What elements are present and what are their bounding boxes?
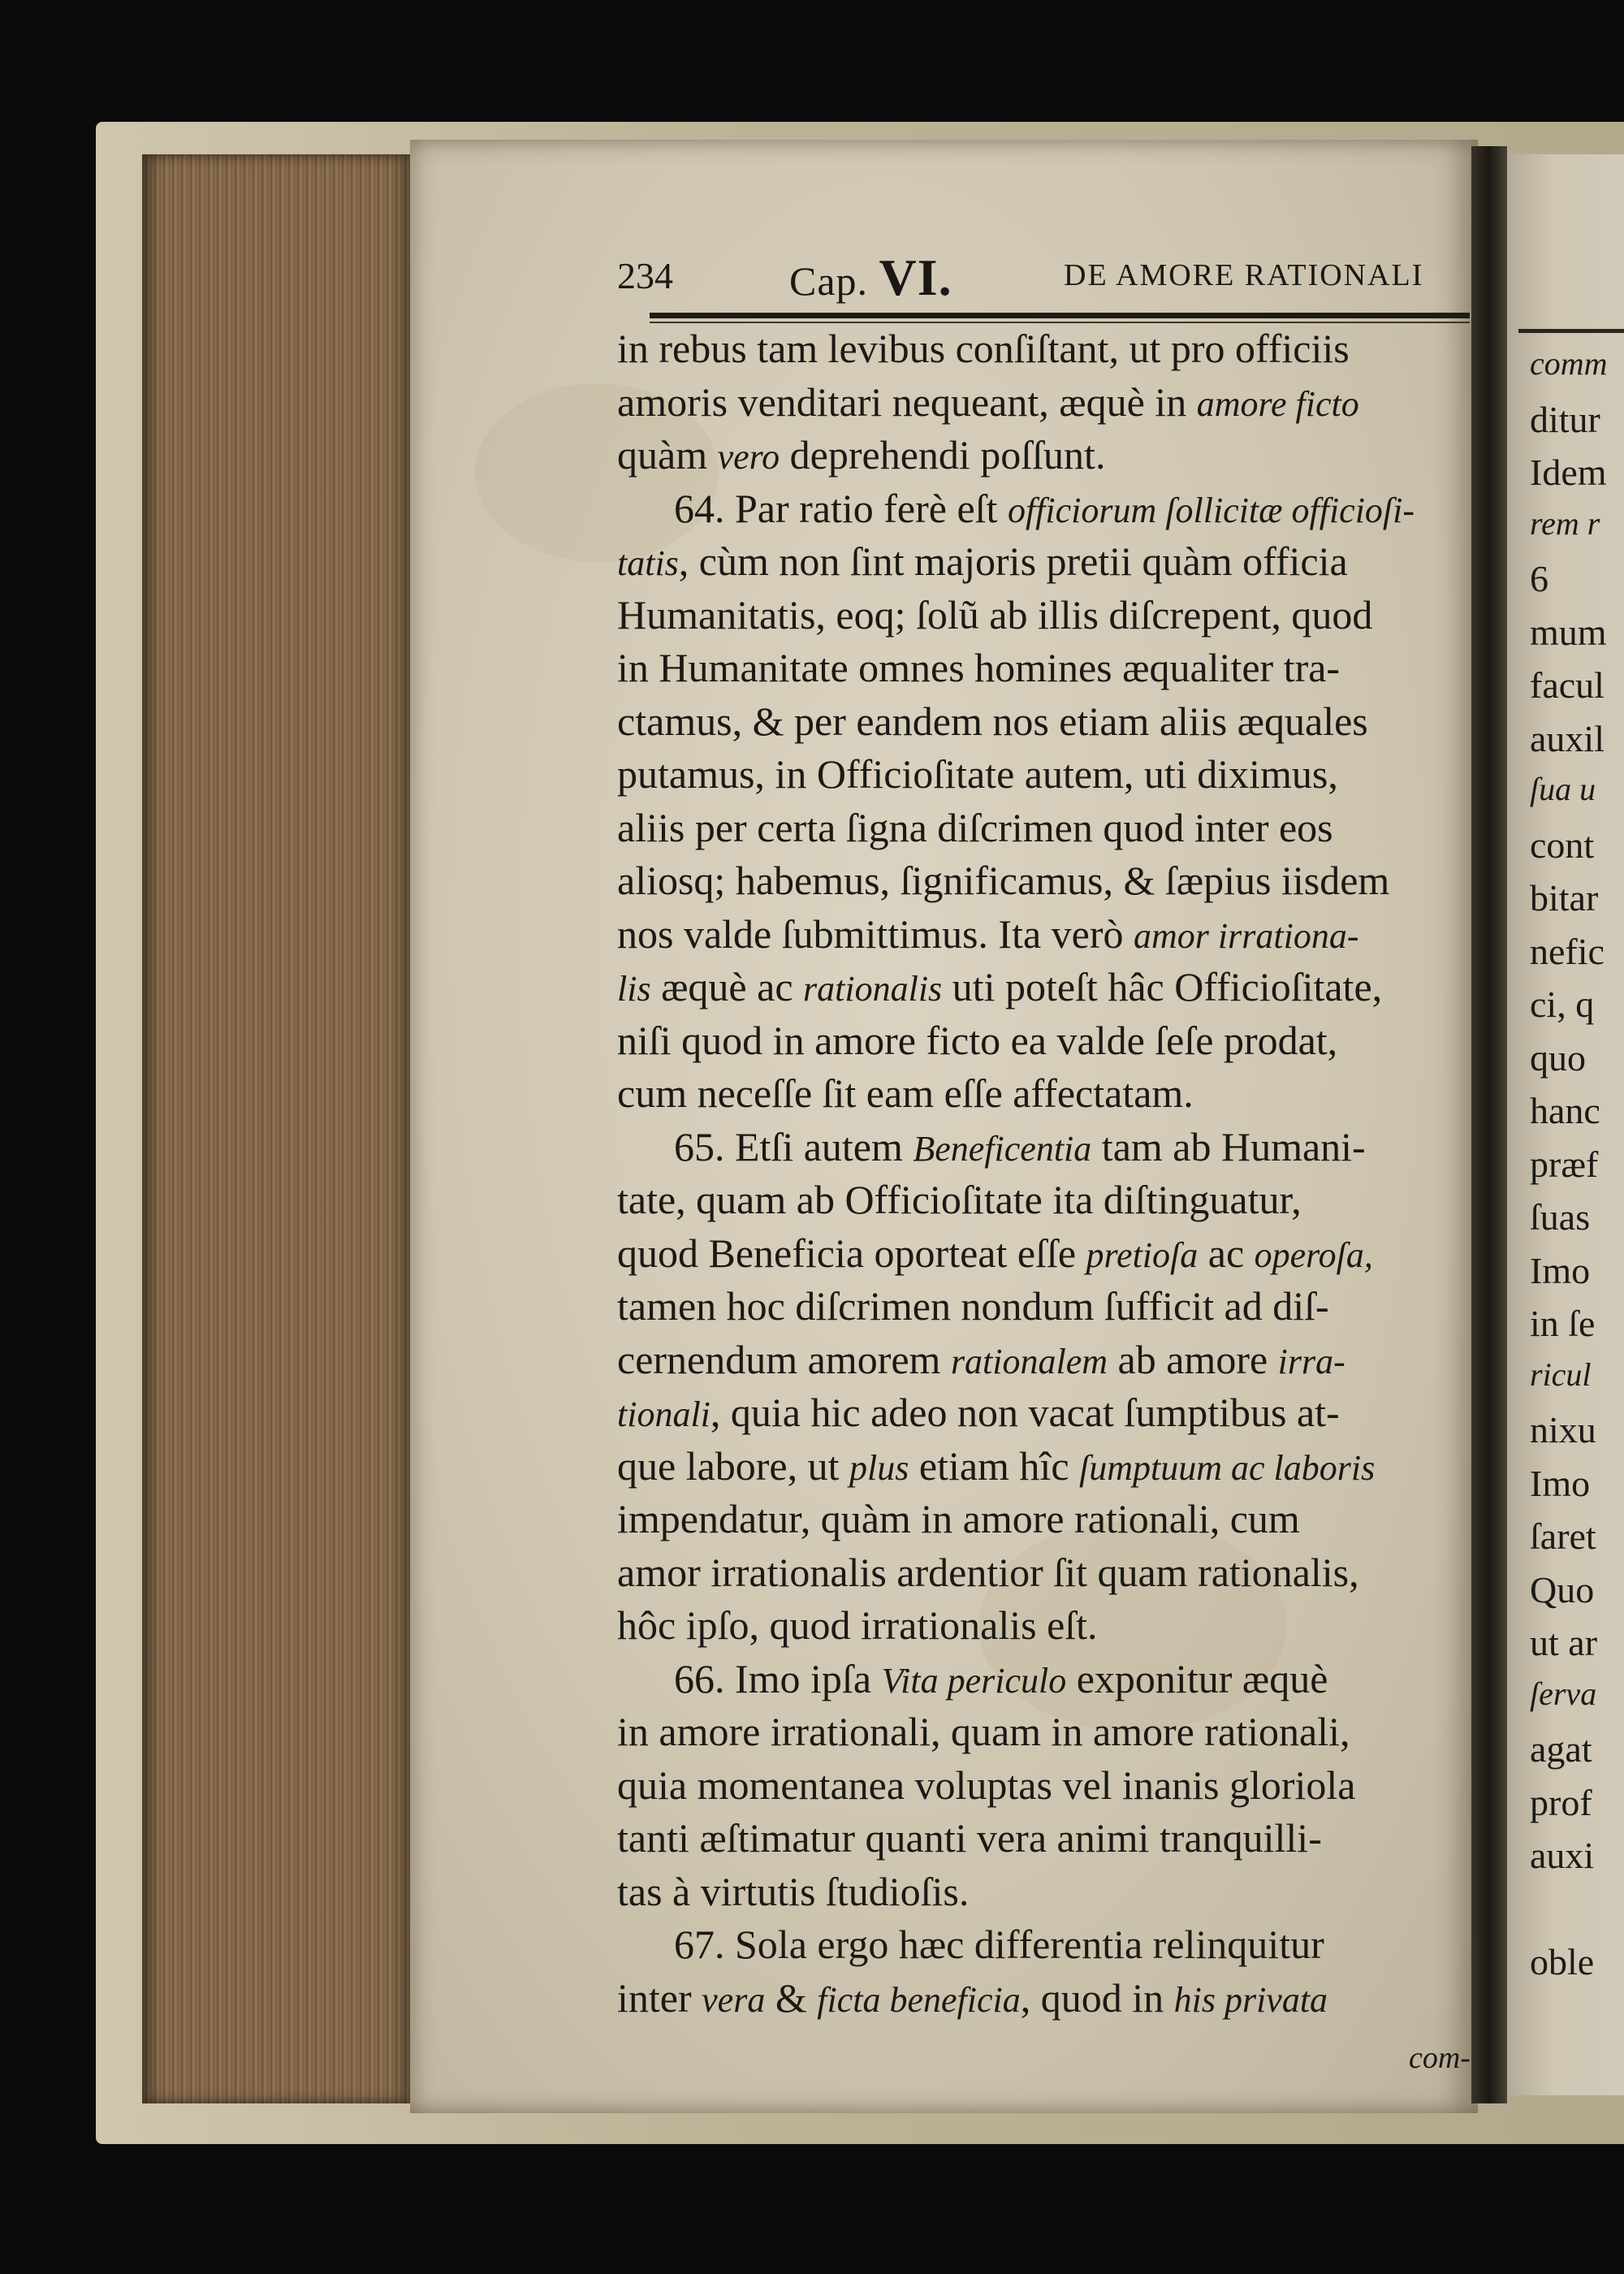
- head-rule: [650, 313, 1470, 318]
- facing-page-fragment: præf: [1530, 1143, 1599, 1185]
- facing-page-fragment: facul: [1530, 664, 1605, 706]
- italic-run: vera: [702, 1979, 766, 2020]
- text-line: [617, 591, 1372, 638]
- text-run: ctamus, & per eandem nos etiam aliis æquales: [617, 698, 1368, 744]
- italic-run: officiorum ſollicitæ officioſi-: [1007, 490, 1415, 530]
- text-line: [674, 1123, 1366, 1173]
- text-line: [617, 1495, 1300, 1542]
- facing-page-fragment: auxil: [1530, 717, 1605, 759]
- text-run: nos valde ſubmittimus. Ita verò: [617, 910, 1134, 957]
- text-run: Humanitatis, eoq; ſolũ ab illis diſcrepent, quod: [617, 591, 1373, 638]
- text-run: tamen hoc diſcrimen nondum ſufficit ad diſ-: [617, 1283, 1329, 1329]
- text-line: [617, 1974, 1328, 2024]
- text-line: [617, 1708, 1350, 1755]
- facing-page-fragment: rem r: [1530, 504, 1600, 542]
- text-line: [617, 1070, 1194, 1117]
- text-run: uti poteſt hâc Officioſitate,: [942, 964, 1383, 1009]
- book-gutter: [1471, 146, 1507, 2103]
- text-line: [674, 1655, 1328, 1705]
- italic-run: amor irrationa-: [1134, 915, 1359, 956]
- italic-run: ficta beneficia: [817, 1979, 1021, 2020]
- text-line: [617, 963, 1382, 1013]
- text-line: [617, 1017, 1337, 1064]
- facing-page-fragment: 6: [1530, 558, 1548, 599]
- text-run: etiam hîc: [909, 1442, 1080, 1489]
- facing-page-fragment: oble: [1530, 1941, 1595, 1982]
- text-run: , cùm non ſint majoris pretii quàm officia: [678, 538, 1348, 584]
- italic-run: Beneficentia: [913, 1128, 1092, 1169]
- facing-page-fragment: bitar: [1530, 877, 1599, 919]
- text-run: exponitur æquè: [1066, 1655, 1328, 1701]
- italic-run: pretioſa: [1086, 1234, 1199, 1275]
- text-line: [617, 1549, 1359, 1596]
- facing-page-fragment: Quo: [1530, 1568, 1595, 1610]
- text-run: 66. Imo ipſa: [674, 1655, 882, 1701]
- facing-page-fragment: Idem: [1530, 452, 1607, 493]
- chapter-prefix: Cap.: [789, 258, 869, 304]
- facing-page-fragment: Imo: [1530, 1249, 1591, 1291]
- italic-run: rationalem: [950, 1341, 1108, 1381]
- italic-run: vero: [717, 437, 780, 477]
- chapter-topic: DE AMORE RATIONALI: [1064, 258, 1424, 292]
- text-run: putamus, in Officioſitate autem, uti diximus,: [617, 751, 1338, 797]
- text-line: [617, 1230, 1373, 1279]
- chapter-label: [789, 248, 952, 308]
- head-rule-thin: [650, 322, 1470, 323]
- facing-page-fragment: ci, q: [1530, 984, 1595, 1025]
- text-run: cernendum amorem: [617, 1336, 951, 1382]
- facing-page-fragment: ricul: [1530, 1355, 1592, 1393]
- text-run: que labore, ut: [617, 1442, 850, 1489]
- running-head: [617, 248, 1462, 305]
- facing-page-rule: [1518, 329, 1624, 333]
- text-line: [617, 1868, 969, 1915]
- facing-page-fragment: agat: [1530, 1728, 1592, 1770]
- facing-page-fragment: ditur: [1530, 398, 1600, 440]
- text-run: , quod in: [1020, 1974, 1174, 2021]
- facing-page-fragment: ſerva: [1530, 1675, 1597, 1712]
- facing-page-fragment: mum: [1530, 611, 1607, 653]
- text-run: æquè ac: [650, 964, 804, 1009]
- text-run: cum neceſſe ſit eam eſſe affectatam.: [617, 1070, 1194, 1116]
- text-line: [617, 910, 1359, 960]
- text-run: tanti æſtimatur quanti vera animi tranquilli-: [617, 1815, 1322, 1861]
- text-run: aliis per certa ſigna diſcrimen quod inter eos: [617, 804, 1333, 850]
- facing-page-fragment: hanc: [1530, 1090, 1600, 1131]
- text-run: in amore irrationali, quam in amore rationali,: [617, 1709, 1350, 1754]
- italic-run: lis: [617, 969, 651, 1009]
- facing-page-fragment: Imo: [1530, 1462, 1591, 1504]
- chapter-number: VI.: [879, 249, 952, 306]
- text-run: tam ab Humani-: [1091, 1123, 1366, 1169]
- text-line: [617, 1282, 1329, 1329]
- facing-page-fragment: prof: [1530, 1781, 1592, 1823]
- text-run: hôc ipſo, quod irrationalis eſt.: [617, 1602, 1098, 1648]
- facing-page-fragment: auxi: [1530, 1835, 1595, 1876]
- facing-page-fragment: cont: [1530, 824, 1595, 866]
- facing-page-fragment: ſaret: [1530, 1515, 1596, 1557]
- facing-page-fragment: comm: [1530, 345, 1608, 382]
- text-line: [674, 485, 1415, 534]
- facing-page-fragment: in ſe: [1530, 1303, 1596, 1344]
- facing-page: [1507, 154, 1624, 2095]
- italic-run: tionali: [617, 1394, 710, 1434]
- facing-page-fragment: ſuas: [1530, 1196, 1591, 1238]
- text-run: ac: [1198, 1230, 1255, 1276]
- text-line: [617, 1176, 1302, 1223]
- text-line: [617, 1602, 1098, 1649]
- text-run: tate, quam ab Officioſitate ita diſtinguatur,: [617, 1177, 1302, 1222]
- facing-page-fragment: ut ar: [1530, 1622, 1598, 1663]
- text-run: 67. Sola ergo hæc differentia relinquitur: [674, 1922, 1324, 1967]
- text-run: amoris venditari nequeant, æquè in: [617, 378, 1197, 425]
- text-run: in rebus tam levibus conſiſtant, ut pro officiis: [617, 326, 1350, 371]
- facing-page-fragment: ſua u: [1530, 771, 1596, 807]
- text-line: [617, 750, 1338, 798]
- text-run: &: [765, 1974, 818, 2021]
- italic-run: Vita periculo: [881, 1660, 1067, 1701]
- text-run: quàm: [617, 432, 718, 478]
- italic-run: tatis: [617, 543, 679, 583]
- page-number: 234: [617, 255, 673, 296]
- text-line: [617, 325, 1350, 372]
- text-line: [617, 1389, 1340, 1438]
- text-run: ab amore: [1108, 1336, 1278, 1382]
- italic-run: irra-: [1277, 1341, 1345, 1381]
- facing-page-fragment: quo: [1530, 1036, 1586, 1079]
- text-run: quod Beneficia oporteat eſſe: [617, 1230, 1086, 1276]
- text-run: inter: [617, 1974, 702, 2021]
- italic-run: rationalis: [803, 969, 943, 1009]
- facing-page-fragment: nefic: [1530, 930, 1605, 972]
- text-run: impendatur, quàm in amore rationali, cum: [617, 1496, 1300, 1541]
- text-line: [617, 1442, 1375, 1492]
- text-run: niſi quod in amore ficto ea valde ſeſe prodat,: [617, 1017, 1338, 1063]
- text-line: [617, 857, 1389, 904]
- italic-run: ſumptuum ac laboris: [1079, 1447, 1376, 1488]
- text-run: aliosq; habemus, ſignificamus, & ſæpius iisdem: [617, 858, 1390, 903]
- text-run: , quia hic adeo non vacat ſumptibus at-: [710, 1390, 1340, 1435]
- italic-run: amore ficto: [1196, 383, 1359, 424]
- text-line: [617, 378, 1359, 428]
- text-run: 65. Etſi autem: [674, 1123, 914, 1169]
- text-line: [617, 644, 1340, 691]
- text-line: [617, 538, 1348, 587]
- italic-run: plus: [849, 1447, 909, 1488]
- facing-page-fragment: nixu: [1530, 1409, 1596, 1450]
- text-line: [617, 1762, 1356, 1809]
- text-line: [617, 431, 1105, 481]
- text-run: amor irrationalis ardentior ſit quam rationalis,: [617, 1549, 1359, 1595]
- text-line: [617, 698, 1368, 745]
- text-line: [617, 804, 1333, 851]
- text-run: deprehendi poſſunt.: [780, 432, 1106, 478]
- text-line: [674, 1921, 1324, 1968]
- text-run: tas à virtutis ſtudioſis.: [617, 1868, 970, 1914]
- text-line: [617, 1814, 1322, 1861]
- catchword: com-: [1409, 2041, 1471, 2075]
- page-edges: [142, 154, 410, 2103]
- text-run: in Humanitate omnes homines æqualiter tra-: [617, 645, 1341, 690]
- text-run: quia momentanea voluptas vel inanis gloriola: [617, 1762, 1356, 1808]
- text-run: 64. Par ratio ferè eſt: [674, 485, 1008, 531]
- italic-run: operoſa,: [1254, 1234, 1373, 1275]
- italic-run: his privata: [1173, 1979, 1328, 2020]
- text-line: [617, 1336, 1345, 1386]
